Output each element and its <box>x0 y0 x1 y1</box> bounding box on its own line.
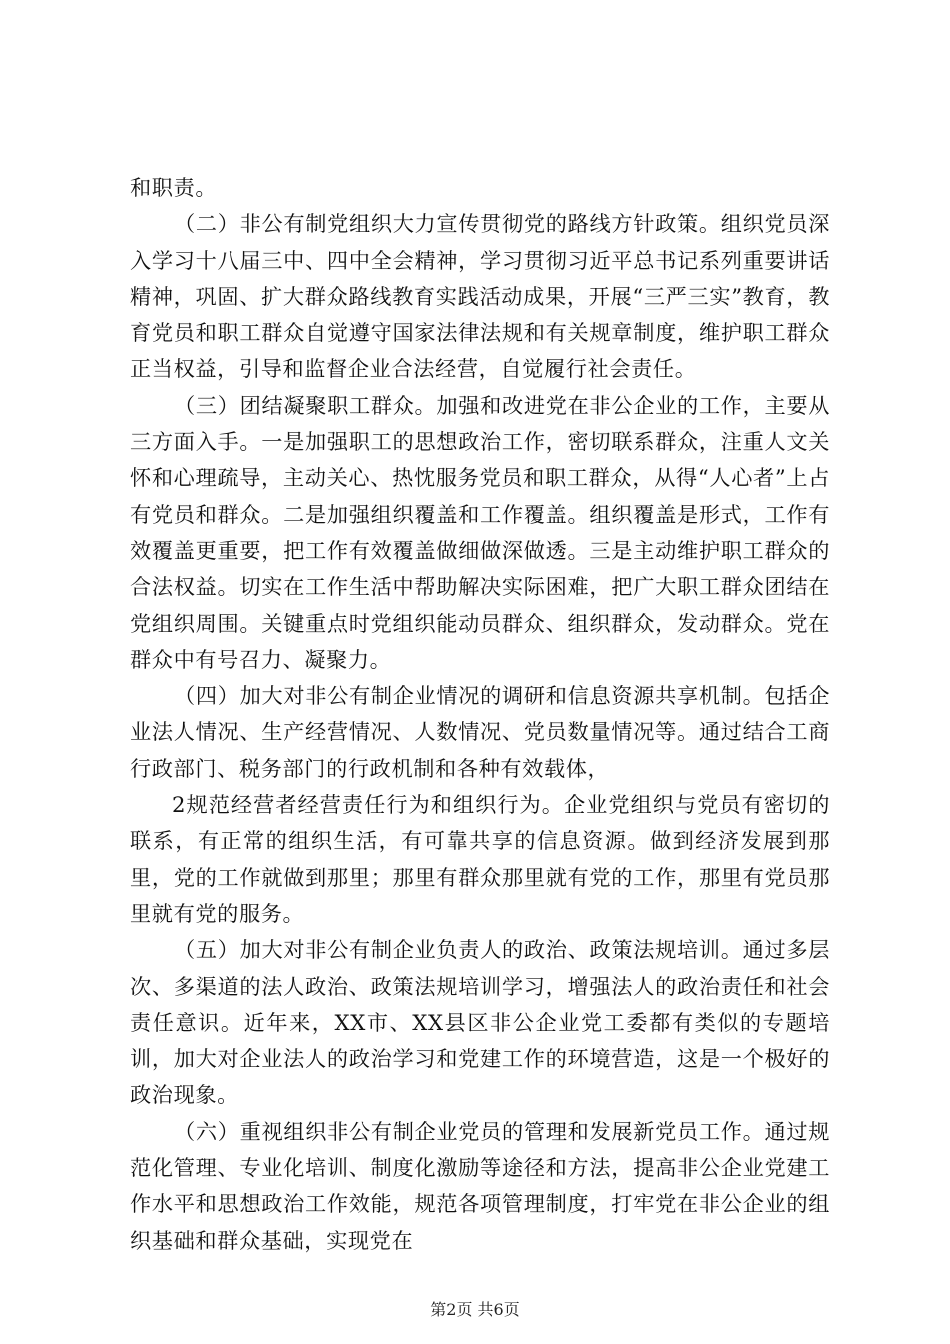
paragraph-4: （四）加大对非公有制企业情况的调研和信息资源共享机制。包括企业法人情况、生产经营情况、人数情况、党员数量情况等。通过结合工商行政部门、税务部门的行政机制和各种有效载体， <box>130 683 830 781</box>
document-body <box>130 170 830 1259</box>
paragraph-3: （三）团结凝聚职工群众。加强和改进党在非公企业的工作，主要从三方面入手。一是加强职工的思想政治工作，密切联系群众，注重人文关怀和心理疏导，主动关心、热忱服务党员和职工群众，从得“人心者”上占有党员和群众。二是加强组织覆盖和工作覆盖。组织覆盖是形式，工作有效覆盖更重要，把工作有效覆盖做细做深做透。三是主动维护职工群众的合法权益。切实在工作生活中帮助解决实际困难，把广大职工群众团结在党组织周围。关键重点时党组织能动员群众、组织群众，发动群众。党在群众中有号召力、凝聚力。 <box>130 392 830 672</box>
paragraph-4-continued: 2规范经营者经营责任行为和组织行为。企业党组织与党员有密切的联系，有正常的组织生活，有可靠共享的信息资源。做到经济发展到那里，党的工作就做到那里；那里有群众那里就有党的工作，那里有党员那里就有党的服务。 <box>130 792 830 926</box>
paragraph-6: （六）重视组织非公有制企业党员的管理和发展新党员工作。通过规范化管理、专业化培训、制度化激励等途径和方法，提高非公企业党建工作水平和思想政治工作效能，规范各项管理制度，打牢党在非公企业的组织基础和群众基础，实现党在 <box>130 1118 830 1253</box>
page-number-footer: 第2页 共6页 <box>430 1300 520 1319</box>
paragraph-continuation: 和职责。 <box>130 175 218 200</box>
paragraph-5: （五）加大对非公有制企业负责人的政治、政策法规培训。通过多层次、多渠道的法人政治、政策法规培训学习，增强法人的政治责任和社会责任意识。近年来，XX市、XX县区非公企业党工委都有类似的专题培训，加大对企业法人的政治学习和党建工作的环境营造，这是一个极好的政治现象。 <box>130 937 830 1108</box>
paragraph-2: （二）非公有制党组织大力宣传贯彻党的路线方针政策。组织党员深入学习十八届三中、四中全会精神，学习贯彻习近平总书记系列重要讲话精神，巩固、扩大群众路线教育实践活动成果，开展“三严三实”教育，教育党员和职工群众自觉遵守国家法律法规和有关规章制度，维护职工群众正当权益，引导和监督企业合法经营，自觉履行社会责任。 <box>130 211 830 382</box>
